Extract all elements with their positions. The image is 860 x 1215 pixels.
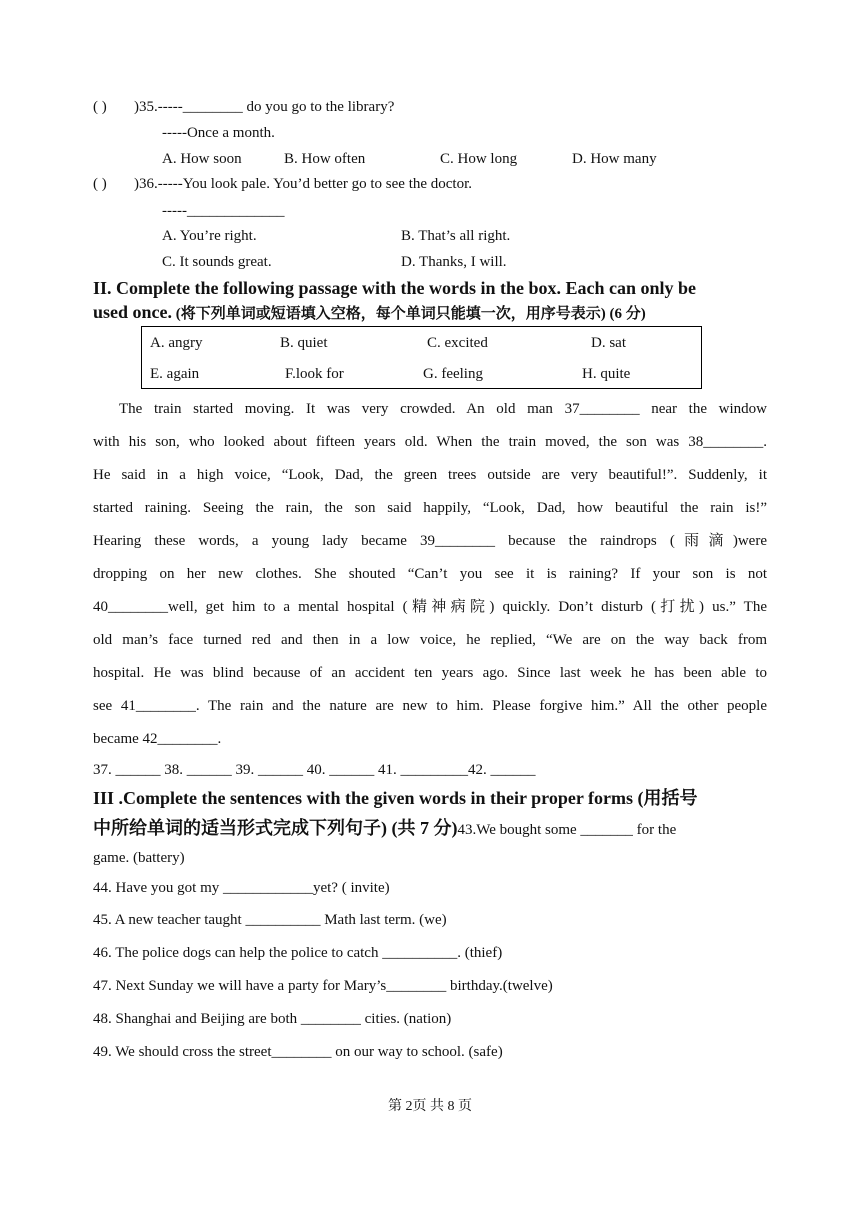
word-g: G. feeling xyxy=(423,366,483,382)
section-3-heading-line-2 xyxy=(93,816,767,842)
cloze-passage xyxy=(93,393,767,756)
word-d: D. sat xyxy=(591,335,626,351)
passage-line: see 41________. The rain and the nature are new to him. Please forgive him.” All the other people xyxy=(93,698,767,714)
passage-line: 40________well, get him to a mental hospital (精神病院) quickly. Don’t disturb (打扰) us.” The xyxy=(93,599,767,615)
question-47: 47. Next Sunday we will have a party for Mary’s________ birthday.(twelve) xyxy=(93,978,553,994)
heading-line-2-cn: (将下列单词或短语填入空格，每个单词只能填一次，用序号表示) (6 分) xyxy=(172,306,646,322)
section-2-heading xyxy=(93,276,767,326)
page-footer: 第 2页 共 8 页 xyxy=(388,1099,472,1114)
answer-paren: ( ) xyxy=(93,176,107,192)
passage-line: with his son, who looked about fifteen years old. When the train moved, the son was 38________. xyxy=(93,434,767,450)
word-c: C. excited xyxy=(427,335,488,351)
word-box xyxy=(141,326,702,389)
option-b: B. How often xyxy=(284,151,366,167)
section-3-heading xyxy=(93,786,767,810)
answer-line: -----Once a month. xyxy=(162,125,275,141)
word-h: H. quite xyxy=(582,366,631,382)
question-46: 46. The police dogs can help the police to catch __________. (thief) xyxy=(93,945,503,961)
question-43-part-1: 43.We bought some _______ for the xyxy=(457,822,677,838)
heading-line-2-en: used once. xyxy=(93,302,173,322)
passage-line: dropping on her new clothes. She shouted “Can’t you see it is raining? If your son is not xyxy=(93,566,767,582)
word-b: B. quiet xyxy=(280,335,328,351)
question-43-part-2: game. (battery) xyxy=(93,850,185,866)
question-stem: )35.-----________ do you go to the library? xyxy=(134,99,395,115)
passage-line: old man’s face turned red and then in a low voice, he replied, “We are on the way back from xyxy=(93,632,767,648)
answer-blanks: 37. ______ 38. ______ 39. ______ 40. ______ 41. _________42. ______ xyxy=(93,762,536,778)
answer-paren: ( ) xyxy=(93,99,107,115)
option-c: C. How long xyxy=(440,151,518,167)
passage-line: hospital. He was blind because of an accident ten years ago. Since last week he has been able to xyxy=(93,665,767,681)
heading-line-1: II. Complete the following passage with the words in the box. Each can only be xyxy=(93,278,697,298)
heading-line-2: 中所给单词的适当形式完成下列句子) (共 7 分) xyxy=(93,818,458,838)
option-d: D. How many xyxy=(572,151,657,167)
passage-line: He said in a high voice, “Look, Dad, the green trees outside are very beautiful!”. Suddenly, it xyxy=(93,467,767,483)
question-45: 45. A new teacher taught __________ Math last term. (we) xyxy=(93,912,447,928)
option-c: C. It sounds great. xyxy=(162,254,272,270)
passage-line: started raining. Seeing the rain, the son said happily, “Look, Dad, how beautiful the rain is!” xyxy=(93,500,767,516)
option-a: A. You’re right. xyxy=(162,228,257,244)
question-stem: )36.-----You look pale. You’d better go to see the doctor. xyxy=(134,176,473,192)
heading-line-1: III .Complete the sentences with the given words in their proper forms (用括号 xyxy=(93,788,698,808)
option-b: B. That’s all right. xyxy=(401,228,511,244)
word-a: A. angry xyxy=(150,335,203,351)
passage-line: became 42________. xyxy=(93,731,222,747)
heading-line-2 xyxy=(93,300,767,326)
question-48: 48. Shanghai and Beijing are both ________ cities. (nation) xyxy=(93,1011,452,1027)
word-e: E. again xyxy=(150,366,200,382)
option-a: A. How soon xyxy=(162,151,242,167)
passage-line: The train started moving. It was very crowded. An old man 37________ near the window xyxy=(119,401,767,417)
option-d: D. Thanks, I will. xyxy=(401,254,507,270)
word-f: F.look for xyxy=(285,366,344,382)
question-49: 49. We should cross the street________ on our way to school. (safe) xyxy=(93,1044,503,1060)
answer-line: -----_____________ xyxy=(162,203,285,219)
passage-line: Hearing these words, a young lady became 39________ because the raindrops (雨滴)were xyxy=(93,533,767,549)
question-44: 44. Have you got my ____________yet? ( invite) xyxy=(93,880,390,896)
